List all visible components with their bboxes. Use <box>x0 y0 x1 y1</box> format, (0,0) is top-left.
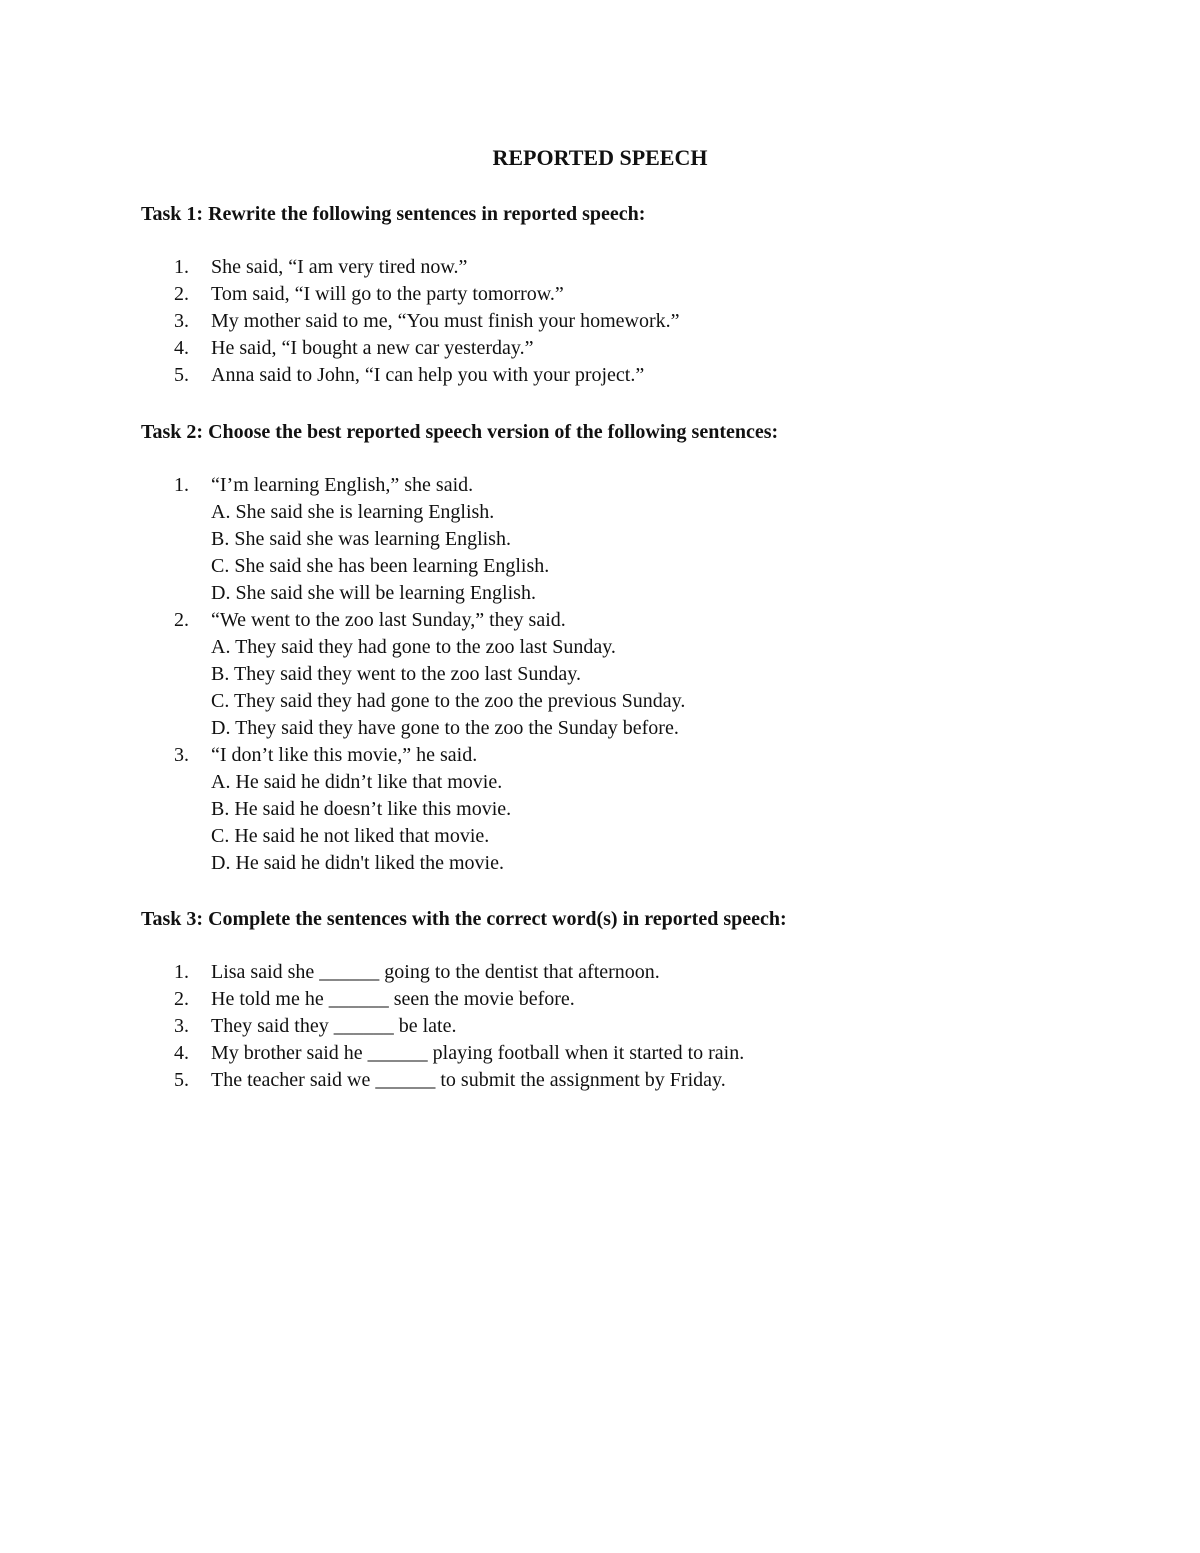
item-number: 4. <box>174 337 189 359</box>
answer-option: D. They said they have gone to the zoo the Sunday before. <box>211 717 679 739</box>
item-text: My mother said to me, “You must finish your homework.” <box>211 310 680 332</box>
task3-heading: Task 3: Complete the sentences with the correct word(s) in reported speech: <box>141 908 787 930</box>
answer-option: C. She said she has been learning English. <box>211 555 550 577</box>
answer-option: A. She said she is learning English. <box>211 501 495 523</box>
item-number: 2. <box>174 283 189 305</box>
task1-heading: Task 1: Rewrite the following sentences in reported speech: <box>141 203 646 225</box>
item-number: 5. <box>174 1069 189 1091</box>
question-row <box>141 472 685 499</box>
item-number: 3. <box>174 310 189 332</box>
task2-heading: Task 2: Choose the best reported speech version of the following sentences: <box>141 421 779 443</box>
answer-option: C. They said they had gone to the zoo the previous Sunday. <box>211 690 686 712</box>
answer-option: A. He said he didn’t like that movie. <box>211 771 503 793</box>
item-text: They said they ______ be late. <box>211 1015 457 1037</box>
item-text: Anna said to John, “I can help you with your project.” <box>211 364 645 386</box>
item-number: 1. <box>174 256 189 278</box>
item-number: 2. <box>174 988 189 1010</box>
question-item <box>141 742 685 877</box>
answer-option: B. They said they went to the zoo last Sunday. <box>211 663 581 685</box>
item-text: He told me he ______ seen the movie before. <box>211 988 575 1010</box>
answer-option: D. She said she will be learning English. <box>211 582 536 604</box>
item-text: The teacher said we ______ to submit the assignment by Friday. <box>211 1069 726 1091</box>
answer-option: C. He said he not liked that movie. <box>211 825 490 847</box>
question-item <box>141 607 685 742</box>
question-text: “I’m learning English,” she said. <box>211 474 474 496</box>
task2-list <box>141 472 685 877</box>
item-text: She said, “I am very tired now.” <box>211 256 468 278</box>
page-title: REPORTED SPEECH <box>492 145 708 170</box>
item-number: 4. <box>174 1042 189 1064</box>
item-text: Lisa said she ______ going to the dentist that afternoon. <box>211 961 660 983</box>
item-text: Tom said, “I will go to the party tomorrow.” <box>211 283 564 305</box>
question-row <box>141 742 685 769</box>
item-number: 1. <box>174 961 189 983</box>
item-text: My brother said he ______ playing football when it started to rain. <box>211 1042 745 1064</box>
question-text: “We went to the zoo last Sunday,” they said. <box>211 609 566 631</box>
item-number: 3. <box>174 1015 189 1037</box>
answer-option: A. They said they had gone to the zoo last Sunday. <box>211 636 616 658</box>
question-number: 1. <box>174 474 189 496</box>
answer-option: D. He said he didn't liked the movie. <box>211 852 504 874</box>
question-number: 3. <box>174 744 189 766</box>
answer-option: B. He said he doesn’t like this movie. <box>211 798 512 820</box>
answer-option: B. She said she was learning English. <box>211 528 511 550</box>
question-number: 2. <box>174 609 189 631</box>
item-number: 5. <box>174 364 189 386</box>
question-text: “I don’t like this movie,” he said. <box>211 744 478 766</box>
question-row <box>141 607 685 634</box>
item-text: He said, “I bought a new car yesterday.” <box>211 337 534 359</box>
question-item <box>141 472 685 607</box>
